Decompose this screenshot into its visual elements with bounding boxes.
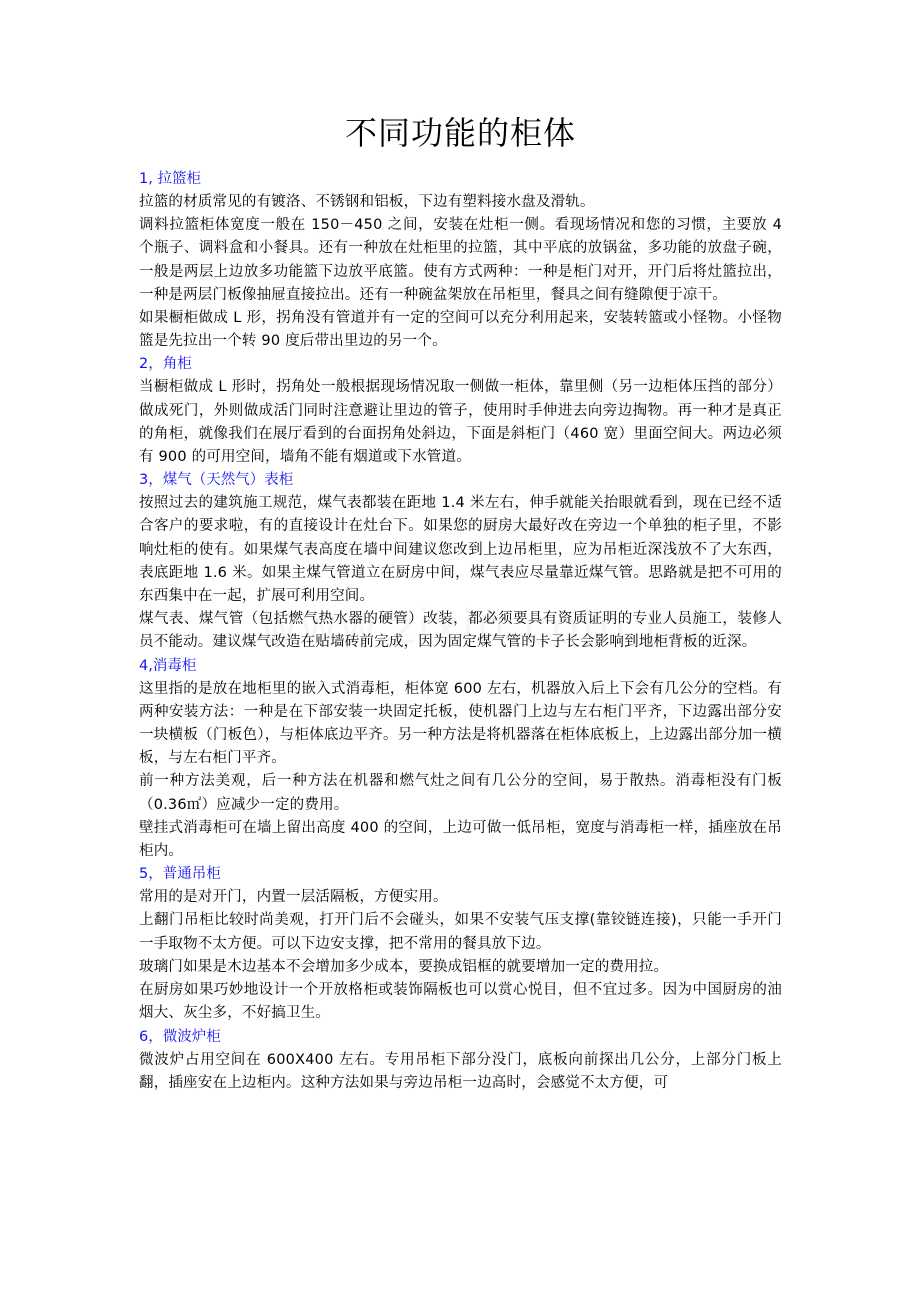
section-6 xyxy=(139,1026,782,1095)
section-2 xyxy=(139,353,782,469)
section-heading: 5，普通吊柜 xyxy=(139,866,221,883)
paragraph: 玻璃门如果是木边基本不会增加多少成本，要换成铝框的就要增加一定的费用拉。 xyxy=(139,958,669,975)
section-heading: 1, 拉篮柜 xyxy=(139,171,201,187)
section-5 xyxy=(139,863,782,1025)
document-page xyxy=(139,108,782,1095)
paragraph: 微波炉占用空间在 600X400 左右。专用吊柜下部分没门，底板向前探出几公分，上部分门板上翻，插座安在上边柜内。这种方法如果与旁边吊柜一边高时，会感觉不太方便，可 xyxy=(139,1051,782,1091)
paragraph: 常用的是对开门，内置一层活隔板，方便实用。 xyxy=(139,889,448,906)
section-heading: 6，微波炉柜 xyxy=(139,1028,221,1045)
section-heading: 3，煤气（天然气）表柜 xyxy=(139,472,294,489)
paragraph: 煤气表、煤气管（包括燃气热水器的硬管）改装，都必须要具有资质证明的专业人员施工，装修人员不能动。建议煤气改造在贴墙砖前完成，因为固定煤气管的卡子长会影响到地柜背板的近深。 xyxy=(139,611,782,651)
section-1 xyxy=(139,168,782,353)
paragraph: 在厨房如果巧妙地设计一个开放格柜或装饰隔板也可以赏心悦目，但不宜过多。因为中国厨房的油烟大、灰尘多，不好搞卫生。 xyxy=(139,982,782,1022)
paragraph: 当橱柜做成 L 形时，拐角处一般根据现场情况取一侧做一柜体，靠里侧（另一边柜体压挡的部分）做成死门，外则做成活门同时注意避让里边的管子，使用时手伸进去向旁边掏物。再一种才是真正的角柜，就像我们在展厅看到的台面拐角处斜边，下面是斜柜门（460 宽）里面空间大。两边必须有 900 的可用空间，墙角不能有烟道或下水管道。 xyxy=(139,379,782,466)
paragraph: 如果橱柜做成 L 形，拐角没有管道并有一定的空间可以充分利用起来，安装转篮或小怪物。小怪物篮是先拉出一个转 90 度后带出里边的另一个。 xyxy=(139,310,782,350)
paragraph: 上翻门吊柜比较时尚美观，打开门后不会碰头，如果不安装气压支撑(靠铰链连接)，只能一手开门一手取物不太方便。可以下边安支撑，把不常用的餐具放下边。 xyxy=(139,912,782,952)
paragraph: 这里指的是放在地柜里的嵌入式消毒柜，柜体宽 600 左右，机器放入后上下会有几公分的空档。有两种安装方法：一种是在下部安装一块固定托板，使机器门上边与左右柜门平齐，下边露出部分安一块横板（门板色），与柜体底边平齐。另一种方法是将机器落在柜体底板上，上边露出部分加一横板，与左右柜门平齐。 xyxy=(139,680,782,767)
paragraph: 按照过去的建筑施工规范，煤气表都装在距地 1.4 米左右，伸手就能关抬眼就看到，现在已经不适合客户的要求啦，有的直接设计在灶台下。如果您的厨房大最好改在旁边一个单独的柜子里，不影响灶柜的使有。如果煤气表高度在墙中间建议您改到上边吊柜里，应为吊柜近深浅放不了大东西，表底距地 1.6 米。如果主煤气管道立在厨房中间，煤气表应尽量靠近煤气管。思路就是把不可用的东西集中在一起，扩展可利用空间。 xyxy=(139,495,782,605)
section-4 xyxy=(139,655,782,864)
paragraph: 壁挂式消毒柜可在墙上留出高度 400 的空间，上边可做一低吊柜，宽度与消毒柜一样，插座放在吊柜内。 xyxy=(139,819,782,860)
paragraph: 调料拉篮柜体宽度一般在 150－450 之间，安装在灶柜一侧。看现场情况和您的习惯，主要放 4 个瓶子、调料盒和小餐具。还有一种放在灶柜里的拉篮，其中平底的放锅盆，多功能的放盘子碗，一般是两层上边放多功能篮下边放平底篮。使有方式两种：一种是柜门对开，开门后将灶篮拉出，一种是两层门板像抽屉直接拉出。还有一种碗盆架放在吊柜里，餐具之间有缝隙便于凉干。 xyxy=(139,217,782,303)
paragraph: 前一种方法美观，后一种方法在机器和燃气灶之间有几公分的空间，易于散热。消毒柜没有门板（0.36㎡）应减少一定的费用。 xyxy=(139,773,782,813)
document-title: 不同功能的柜体 xyxy=(344,114,576,152)
section-3 xyxy=(139,469,782,654)
section-heading: 4,消毒柜 xyxy=(139,657,197,674)
section-heading: 2，角柜 xyxy=(139,356,192,373)
paragraph: 拉篮的材质常见的有镀洛、不锈钢和铝板，下边有塑料接水盘及滑轨。 xyxy=(139,194,595,210)
